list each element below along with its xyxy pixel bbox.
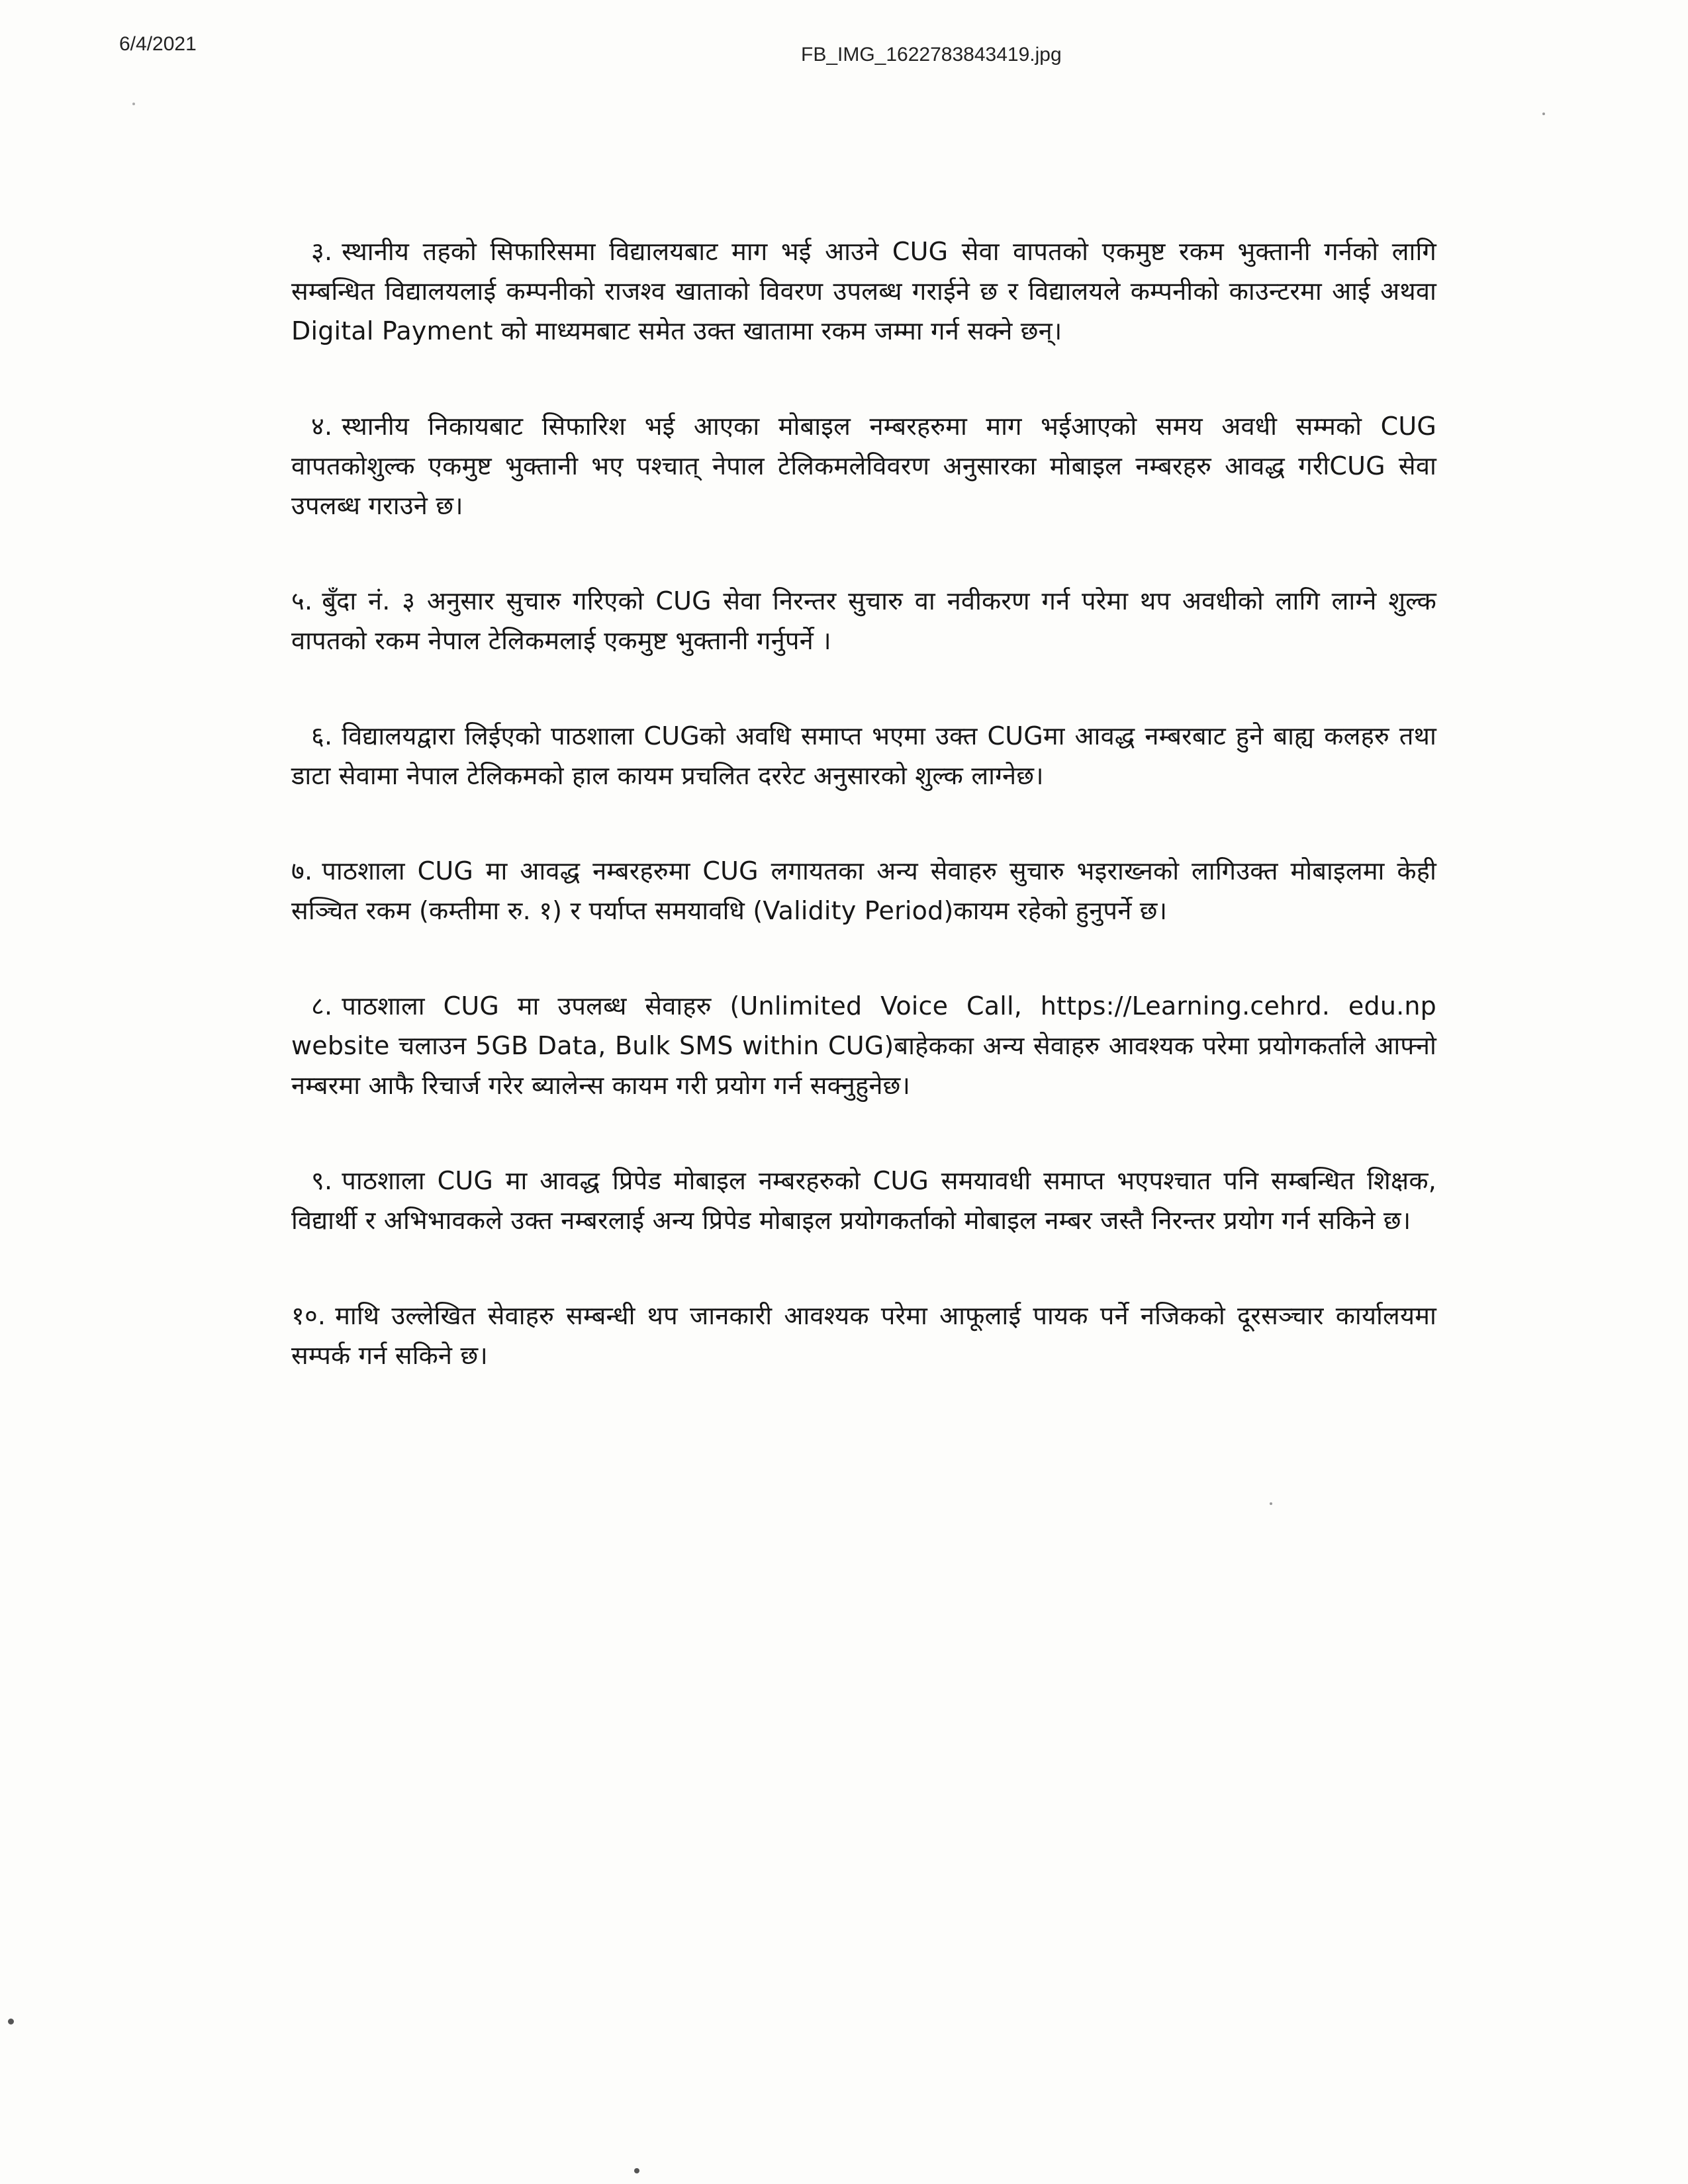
clause-text: पाठशाला CUG मा आवद्ध नम्बरहरुमा CUG लगायतका अन्य सेवाहरु सुचारु भइराख्नको लागिउक्त मोबाइलमा केही सञ्चित रकम (कम्तीमा रु. १) र पर्याप्त समयावधि (Validity Period)कायम रहेको हुनुपर्ने छ। <box>291 856 1436 925</box>
document-body <box>291 232 1436 1431</box>
scan-speck <box>132 103 135 105</box>
clause-8 <box>291 986 1436 1105</box>
scan-speck <box>1542 113 1545 115</box>
clause-7 <box>291 851 1436 931</box>
clause-number: ८. <box>311 991 333 1021</box>
clause-4 <box>291 406 1436 525</box>
clause-6 <box>291 716 1436 796</box>
clause-number: ७. <box>291 856 313 886</box>
clause-5 <box>291 581 1436 660</box>
clause-text: स्थानीय तहको सिफारिसमा विद्यालयबाट माग भई आउने CUG सेवा वापतको एकमुष्ट रकम भुक्तानी गर्नको लागि सम्बन्धित विद्यालयलाई कम्पनीको राजश्व खाताको विवरण उपलब्ध गराईने छ र विद्यालयले कम्पनीको काउन्टरमा आई अथवा Digital Payment को माध्यमबाट समेत उक्त खातामा रकम जम्मा गर्न सक्ने छन्। <box>291 237 1436 345</box>
clause-number: १०. <box>291 1301 326 1330</box>
scan-speck <box>634 2168 639 2173</box>
print-date: 6/4/2021 <box>119 33 197 55</box>
clause-3 <box>291 232 1436 351</box>
clause-text: विद्यालयद्वारा लिईएको पाठशाला CUGको अवधि समाप्त भएमा उक्त CUGमा आवद्ध नम्बरबाट हुने बाह्य कलहरु तथा डाटा सेवामा नेपाल टेलिकमको हाल कायम प्रचलित दररेट अनुसारको शुल्क लाग्नेछ। <box>291 721 1436 790</box>
clause-text: बुँदा नं. ३ अनुसार सुचारु गरिएको CUG सेवा निरन्तर सुचारु वा नवीकरण गर्न परेमा थप अवधीको लागि लाग्ने शुल्क वापतको रकम नेपाल टेलिकमलाई एकमुष्ट भुक्तानी गर्नुपर्ने । <box>291 586 1436 655</box>
clause-text: पाठशाला CUG मा उपलब्ध सेवाहरु (Unlimited Voice Call, https://Learning.cehrd. edu.np website चलाउन 5GB Data, Bulk SMS within CUG)बाहेकका अन्य सेवाहरु आवश्यक परेमा प्रयोगकर्ताले आफ्नो नम्बरमा आफै रिचार्ज गरेर ब्यालेन्स कायम गरी प्रयोग गर्न सक्नुहुनेछ। <box>291 991 1436 1100</box>
clause-text: स्थानीय निकायबाट सिफारिश भई आएका मोबाइल नम्बरहरुमा माग भईआएको समय अवधी सम्मको CUG वापतकोशुल्क एकमुष्ट भुक्तानी भए पश्चात् नेपाल टेलिकमलेविवरण अनुसारका मोबाइल नम्बरहरु आवद्ध गरीCUG सेवा उपलब्ध गराउने छ। <box>291 412 1436 520</box>
clause-number: ३. <box>311 237 333 266</box>
clause-number: ६. <box>311 721 333 751</box>
clause-10 <box>291 1296 1436 1375</box>
clause-9 <box>291 1161 1436 1240</box>
clause-text: पाठशाला CUG मा आवद्ध प्रिपेड मोबाइल नम्बरहरुको CUG समयावधी समाप्त भएपश्चात पनि सम्बन्धित शिक्षक, विद्यार्थी र अभिभावकले उक्त नम्बरलाई अन्य प्रिपेड मोबाइल प्रयोगकर्ताको मोबाइल नम्बर जस्तै निरन्तर प्रयोग गर्न सकिने छ। <box>291 1166 1436 1235</box>
print-filename: FB_IMG_1622783843419.jpg <box>801 44 1062 66</box>
print-header <box>0 29 1688 69</box>
clause-number: ५. <box>291 586 313 615</box>
scan-speck <box>1270 1502 1272 1505</box>
clause-number: ९. <box>311 1166 333 1195</box>
clause-text: माथि उल्लेखित सेवाहरु सम्बन्धी थप जानकारी आवश्यक परेमा आफूलाई पायक पर्ने नजिकको दूरसञ्चार कार्यालयमा सम्पर्क गर्न सकिने छ। <box>291 1301 1436 1370</box>
clause-number: ४. <box>311 412 333 441</box>
scan-speck <box>8 2019 14 2025</box>
